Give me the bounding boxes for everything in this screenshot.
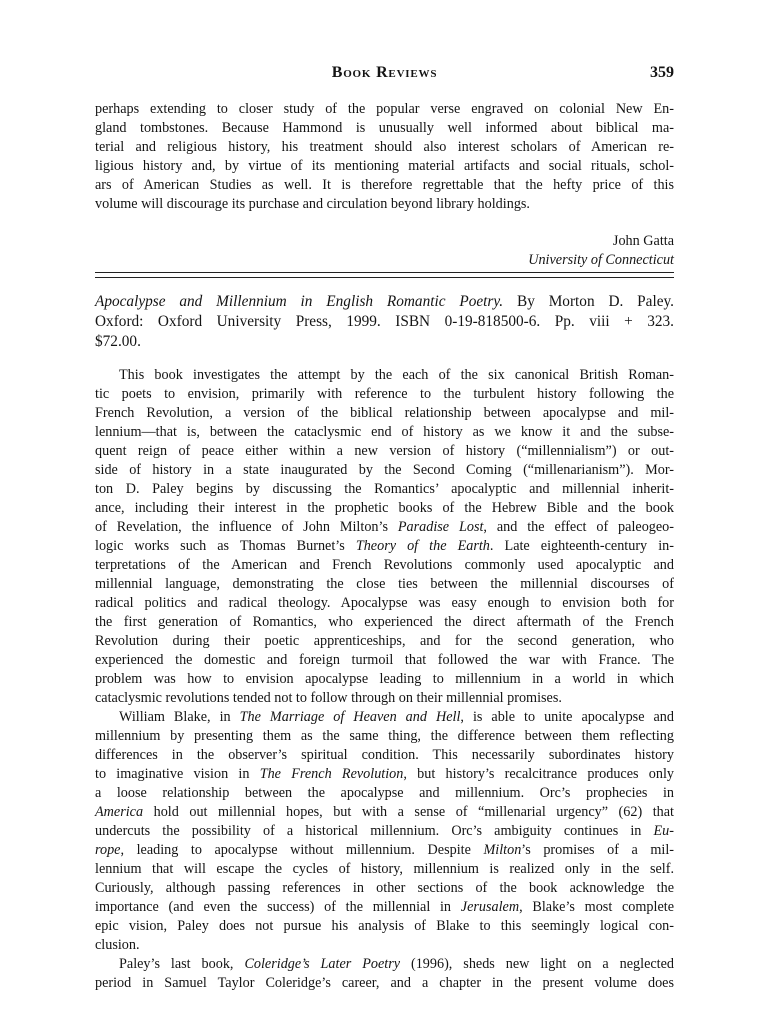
book-title: Apocalypse and Millennium in English Romantic Poetry. [95, 293, 504, 310]
text-line: America hold out millennial hopes, but with a sense of “millenarial urgency” (62) that [95, 804, 674, 820]
text-line: millennial language, demonstrating the close ties between the millennial discourses of [95, 576, 674, 592]
text-line: side of history in a state inaugurated by the Second Coming (“millenarianism”). Mor- [95, 462, 674, 478]
text-line: rope, leading to apocalypse without millennium. Despite Milton’s promises of a mil- [95, 842, 674, 858]
previous-review-text [95, 100, 674, 214]
reviewer-affiliation: University of Connecticut [528, 252, 674, 268]
text-line: of Revelation, the influence of John Milton’s Paradise Lost, and the effect of paleogeo- [95, 519, 674, 535]
section-divider-top [95, 272, 674, 273]
citation-line: Oxford: Oxford University Press, 1999. ISBN 0-19-818500-6. Pp. viii + 323. [95, 313, 674, 330]
text-line: clusion. [95, 937, 140, 953]
text-line: a loose relationship between the apocalypse and millennium. Orc’s prophecies in [95, 785, 674, 801]
text-line: This book investigates the attempt by the each of the six canonical British Roman- [119, 367, 674, 383]
text-line: millennium by presenting them as the same thing, the difference between them reflecting [95, 728, 674, 744]
text-line: lennium—that is, between the cataclysmic end of history as we know it and the subse- [95, 424, 674, 440]
text-line: logic works such as Thomas Burnet’s Theory of the Earth. Late eighteenth-century in- [95, 538, 674, 554]
text-line: radical politics and radical theology. Apocalypse was easy enough to envision both for [95, 595, 674, 611]
text-line: the first generation of Romantics, who experienced the direct aftermath of the French [95, 614, 674, 630]
text-line: William Blake, in The Marriage of Heaven and Hell, is able to unite apocalypse and [119, 709, 674, 725]
citation-line: Apocalypse and Millennium in English Romantic Poetry. By Morton D. Paley. [95, 293, 674, 310]
text-line: Curiously, although passing references in other sections of the book acknowledge the [95, 880, 674, 896]
text-line: gland tombstones. Because Hammond is unusually well informed about biblical ma- [95, 120, 674, 136]
text-line: cataclysmic revolutions tended not to follow through on their millennial promises. [95, 690, 562, 706]
text-line: differences in the observer’s spiritual condition. This necessarily subordinates history [95, 747, 674, 763]
citation-price: $72.00. [95, 333, 141, 350]
text-line: period in Samuel Taylor Coleridge’s career, and a chapter in the present volume does [95, 975, 674, 991]
text-line: ars of American Studies as well. It is therefore regrettable that the hefty price of this [95, 177, 674, 193]
page-number: 359 [650, 64, 674, 81]
text-line: perhaps extending to closer study of the popular verse engraved on colonial New En- [95, 101, 674, 117]
review-body [95, 366, 674, 993]
book-citation [95, 292, 674, 352]
running-head [95, 64, 674, 88]
text-line: Paley’s last book, Coleridge’s Later Poetry (1996), sheds new light on a neglected [119, 956, 675, 972]
text-line: undercuts the possibility of a historical millennium. Orc’s ambiguity continues in Eu- [95, 823, 674, 839]
text-line: importance (and even the success) of the millennial in Jerusalem, Blake’s most complete [95, 899, 675, 915]
text-line: quent reign of peace either within a new version of history (“millennialism”) or out- [95, 443, 674, 459]
text-line: epic vision, Paley does not pursue his analysis of Blake to this seemingly logical con- [95, 918, 674, 934]
text-line: Revolution during their poetic apprenticeships, and for the second generation, who [95, 633, 674, 649]
text-line: problem was how to envision apocalypse leading to millennium in a world in which [95, 671, 674, 687]
text-line: terial and religious history, his treatment should also interest scholars of American re- [95, 139, 674, 155]
section-divider-bottom [95, 277, 674, 278]
reviewer-signature [95, 232, 674, 270]
reviewer-name: John Gatta [612, 233, 674, 249]
text-line: to imaginative vision in The French Revolution, but history’s recalcitrance produces only [95, 766, 675, 782]
text-line: ligious history and, by virtue of its mentioning material artifacts and social rituals, schol- [95, 158, 674, 174]
text-line: terpretations of the American and French Revolutions commonly used apocalyptic and [95, 557, 674, 573]
text-line: tic poets to envision, primarily with reference to the turbulent history following the [95, 386, 674, 402]
text-line: volume will discourage its purchase and circulation beyond library holdings. [95, 196, 530, 212]
text-line: ton D. Paley begins by discussing the Romantics’ apocalyptic and millennial inherit- [95, 481, 674, 497]
running-head-title: Book Reviews [331, 64, 438, 81]
text-line: experienced the domestic and foreign turmoil that followed the war with France. The [95, 652, 674, 668]
text-line: lennium that will escape the cycles of history, millennium is realized only in the self. [95, 861, 674, 877]
text-line: French Revolution, a version of the biblical relationship between apocalypse and mil- [95, 405, 674, 421]
text-line: ance, including their interest in the prophetic books of the Hebrew Bible and the book [95, 500, 674, 516]
